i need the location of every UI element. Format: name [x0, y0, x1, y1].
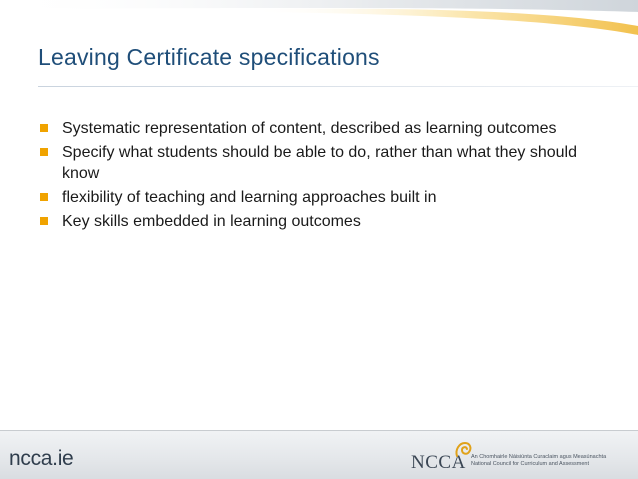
org-name-block: [471, 454, 631, 468]
bullet-item: [40, 142, 600, 184]
bullet-text: Specify what students should be able to do, rather than what they should know: [62, 144, 577, 182]
bullet-square-icon: [40, 148, 48, 156]
bullet-text: flexibility of teaching and learning approaches built in: [62, 189, 437, 206]
top-decorative-band: [0, 0, 638, 40]
slide-title: Leaving Certificate specifications: [38, 44, 380, 70]
bullet-text: Systematic representation of content, described as learning outcomes: [62, 120, 557, 137]
bullet-square-icon: [40, 193, 48, 201]
title-divider: [38, 86, 638, 87]
org-name-english: National Council for Curriculum and Assessment: [471, 461, 589, 467]
footer-divider: [0, 430, 638, 431]
bullet-list: [40, 118, 600, 235]
ncca-logo-text: NCCA: [411, 452, 466, 473]
footer-site-link[interactable]: ncca.ie: [9, 447, 74, 470]
bullet-item: [40, 187, 600, 208]
bullet-item: [40, 211, 600, 232]
bullet-square-icon: [40, 124, 48, 132]
org-name-irish: An Chomhairle Náisiúnta Curaclaim agus Measúnachta: [471, 454, 607, 460]
bullet-text: Key skills embedded in learning outcomes: [62, 213, 361, 230]
bullet-square-icon: [40, 217, 48, 225]
bullet-item: [40, 118, 600, 139]
